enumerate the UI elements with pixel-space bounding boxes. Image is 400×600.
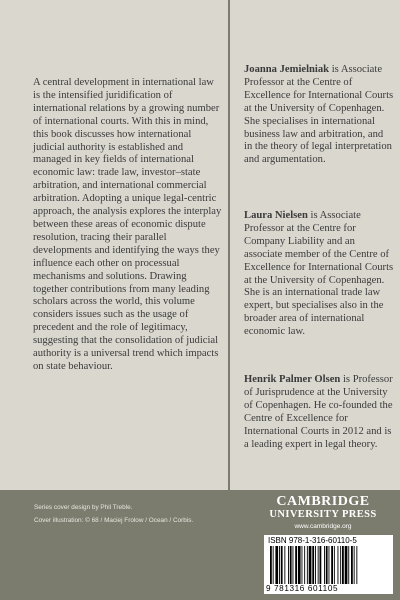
isbn-label: ISBN 978-1-316-60110-5 [268, 536, 357, 545]
author-bio-olsen [244, 374, 394, 451]
author-name: Laura Nielsen [244, 210, 308, 221]
isbn-barcode-box [264, 535, 393, 594]
author-name: Joanna Jemielniak [244, 64, 330, 75]
publisher-logo-line2: UNIVERSITY PRESS [269, 509, 377, 520]
barcode-icon [268, 546, 389, 584]
series-cover-credit: Series cover design by Phil Treble. [34, 504, 133, 511]
author-bio-text: is Associate Professor at the Centre for Company Liability and an associate member of the Centre of Excellence for International Courts at the University of Copenhagen. She is an international trade law expert, but specialises also in the broader area of international economic law. [244, 210, 394, 338]
author-bio-jemielniak [244, 64, 394, 167]
author-bio-nielsen [244, 210, 394, 339]
cover-illustration-credit: Cover illustration: © 68 / Maciej Frolow / Ocean / Corbis. [34, 517, 194, 524]
author-name: Henrik Palmer Olsen [244, 374, 341, 385]
book-blurb: A central development in international law is the intensified juridification of international relations by a growing number of international courts. With this in mind, this book discusses how international judicial authority is established and managed in key fields of international economic law: trade law, investor–state arbitration, and international commercial arbitration. Adopting a unique legal-centric approach, the analysis explores the interplay between these areas of economic dispute resolution, tracing their parallel developments and identifying the ways they influence each other on processual mechanisms and solutions. Drawing together contributions from many leading scholars across the world, this volume considers issues such as the usage of precedent and the role of legitimacy, suggesting that the consolidation of judicial authority is a universal trend which impacts on state behaviour. [33, 77, 222, 372]
barcode-digits: 9 781316 601105 [266, 584, 339, 593]
author-bio-text: is Associate Professor at the Centre of Excellence for International Courts at the University of Copenhagen. She specialises in international business law and arbitration, and in the theory of legal interpretation and argumentation. [244, 64, 394, 166]
author-bio-text: is Professor of Jurisprudence at the University of Copenhagen. He co-founded the Centre of Excellence for International Courts in 2012 and is a leading expert in legal theory. [244, 374, 393, 450]
publisher-logo-line1: CAMBRIDGE [276, 494, 370, 509]
publisher-url: www.cambridge.org [294, 523, 352, 530]
